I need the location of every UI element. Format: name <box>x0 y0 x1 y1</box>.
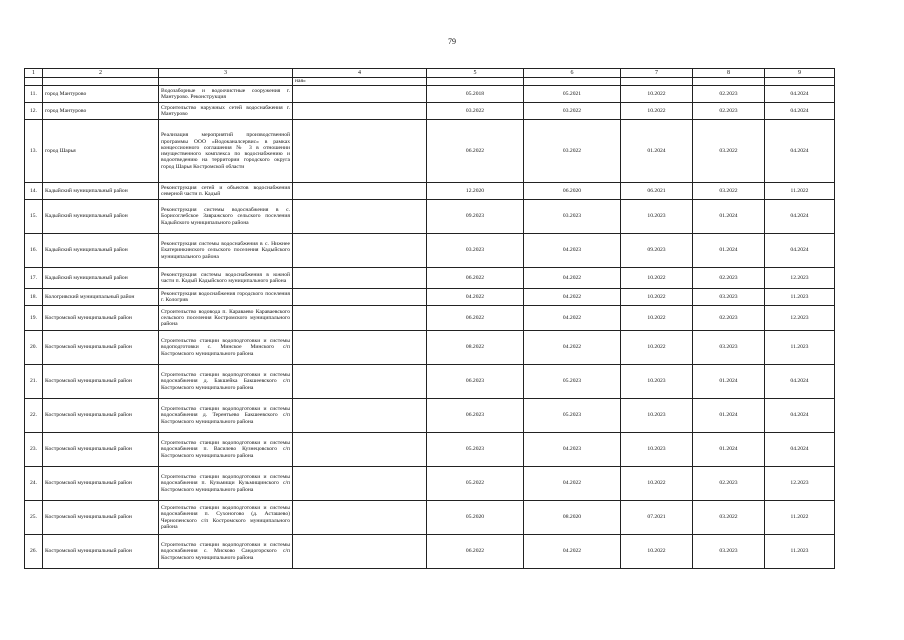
project-cell: Строительство наружных сетей водоснабжения г. Мантурово <box>159 103 293 120</box>
row-number: 14. <box>25 183 43 200</box>
col8-cell: 03.2023 <box>693 331 765 365</box>
col8-cell: 02.2023 <box>693 306 765 331</box>
cell <box>427 78 524 86</box>
municipality-cell: Костромской муниципальный район <box>43 331 159 365</box>
col6-cell: 04.2022 <box>524 289 621 306</box>
col4-cell <box>293 306 427 331</box>
col4-cell <box>293 200 427 234</box>
table-row <box>25 501 835 535</box>
project-cell: Строительство станции водоподготовки и системы водоснабжения п. Кузьмищи Кузьмищинского с/п Костромского муниципального района <box>159 467 293 501</box>
col7-cell: 10.2022 <box>621 86 693 103</box>
col-header: 5 <box>427 69 524 78</box>
col6-cell: 04.2022 <box>524 467 621 501</box>
row-number: 22. <box>25 399 43 433</box>
municipality-cell: Кадыйский муниципальный район <box>43 268 159 289</box>
col-header: 8 <box>693 69 765 78</box>
col7-cell: 09.2023 <box>621 234 693 268</box>
col7-cell: 10.2022 <box>621 331 693 365</box>
row-number: 17. <box>25 268 43 289</box>
col8-cell: 03.2022 <box>693 501 765 535</box>
table-row <box>25 535 835 569</box>
col-header: 7 <box>621 69 693 78</box>
col7-cell: 06.2021 <box>621 183 693 200</box>
col6-cell: 03.2023 <box>524 200 621 234</box>
col4-cell <box>293 103 427 120</box>
col6-cell: 08.2020 <box>524 501 621 535</box>
col6-cell: 03.2022 <box>524 103 621 120</box>
col5-cell: 08.2022 <box>427 331 524 365</box>
col7-cell: 10.2022 <box>621 289 693 306</box>
col4-cell <box>293 289 427 306</box>
col6-cell: 04.2023 <box>524 234 621 268</box>
project-cell: Строительство станции водоподготовки и системы водоснабжения д. Терентьево Бакшеевского с/п Костромского муниципального района <box>159 399 293 433</box>
col7-cell: 01.2024 <box>621 120 693 183</box>
col6-cell: 05.2023 <box>524 365 621 399</box>
col7-cell: 10.2022 <box>621 306 693 331</box>
municipality-cell: город Шарья <box>43 120 159 183</box>
cell: ная» <box>293 78 427 86</box>
cell <box>159 78 293 86</box>
municipality-cell: город Мантурово <box>43 103 159 120</box>
table-row <box>25 103 835 120</box>
col-header: 2 <box>43 69 159 78</box>
table-row <box>25 467 835 501</box>
project-cell: Реконструкция системы водоснабжения в с. Нижнее Екатеринкинского сельского поселения Кадыйского муниципального района <box>159 234 293 268</box>
col7-cell: 10.2023 <box>621 399 693 433</box>
table-row <box>25 399 835 433</box>
municipality-cell: город Мантурово <box>43 86 159 103</box>
row-number: 20. <box>25 331 43 365</box>
col-header: 6 <box>524 69 621 78</box>
col4-cell <box>293 268 427 289</box>
col9-cell: 11.2023 <box>765 331 835 365</box>
project-cell: Реконструкция водоснабжения городского поселения г. Кологрив <box>159 289 293 306</box>
municipality-cell: Кологривский муниципальный район <box>43 289 159 306</box>
col-header: 4 <box>293 69 427 78</box>
municipality-cell: Костромской муниципальный район <box>43 433 159 467</box>
col4-cell <box>293 234 427 268</box>
col6-cell: 05.2021 <box>524 86 621 103</box>
col-header: 1 <box>25 69 43 78</box>
row-number: 15. <box>25 200 43 234</box>
col9-cell: 12.2023 <box>765 306 835 331</box>
project-cell: Водозаборные и водоочистные сооружения г. Мантурово. Реконструкция <box>159 86 293 103</box>
municipality-cell: Кадыйский муниципальный район <box>43 234 159 268</box>
col7-cell: 10.2023 <box>621 200 693 234</box>
col7-cell: 10.2022 <box>621 268 693 289</box>
schedule-table <box>24 68 835 569</box>
col9-cell: 12.2023 <box>765 268 835 289</box>
col9-cell: 04.2024 <box>765 433 835 467</box>
col7-cell: 10.2023 <box>621 433 693 467</box>
col7-cell: 10.2023 <box>621 365 693 399</box>
col8-cell: 03.2023 <box>693 289 765 306</box>
col5-cell: 05.2018 <box>427 86 524 103</box>
col5-cell: 06.2022 <box>427 268 524 289</box>
col-header: 3 <box>159 69 293 78</box>
cell <box>621 78 693 86</box>
table-row <box>25 120 835 183</box>
col5-cell: 05.2023 <box>427 433 524 467</box>
col6-cell: 04.2022 <box>524 306 621 331</box>
row-number: 19. <box>25 306 43 331</box>
col6-cell: 06.2020 <box>524 183 621 200</box>
col5-cell: 06.2022 <box>427 120 524 183</box>
col4-cell <box>293 501 427 535</box>
municipality-cell: Костромской муниципальный район <box>43 467 159 501</box>
col6-cell: 03.2022 <box>524 120 621 183</box>
col7-cell: 10.2022 <box>621 103 693 120</box>
project-cell: Строительство станции водоподготовки и системы водоснабжения д. Бакшейка Бакшеевского с/п Костромского муниципального района <box>159 365 293 399</box>
col8-cell: 01.2024 <box>693 365 765 399</box>
row-number: 11. <box>25 86 43 103</box>
col9-cell: 04.2024 <box>765 234 835 268</box>
col9-cell: 04.2024 <box>765 120 835 183</box>
cell <box>693 78 765 86</box>
table-row <box>25 433 835 467</box>
row-number: 12. <box>25 103 43 120</box>
project-cell: Реконструкция системы водоснабжения в с. Борисоглебское Завражского сельского поселения Кадыйского муниципального района <box>159 200 293 234</box>
col9-cell: 12.2023 <box>765 467 835 501</box>
col9-cell: 11.2022 <box>765 501 835 535</box>
col5-cell: 05.2020 <box>427 501 524 535</box>
table-row <box>25 183 835 200</box>
row-number: 16. <box>25 234 43 268</box>
cell <box>765 78 835 86</box>
col5-cell: 06.2022 <box>427 306 524 331</box>
table-row <box>25 365 835 399</box>
municipality-cell: Костромской муниципальный район <box>43 535 159 569</box>
col5-cell: 04.2022 <box>427 289 524 306</box>
col4-cell <box>293 365 427 399</box>
col8-cell: 03.2022 <box>693 183 765 200</box>
col8-cell: 02.2023 <box>693 467 765 501</box>
col8-cell: 01.2024 <box>693 399 765 433</box>
row-number: 23. <box>25 433 43 467</box>
municipality-cell: Костромской муниципальный район <box>43 365 159 399</box>
col5-cell: 03.2023 <box>427 234 524 268</box>
project-cell: Реализация мероприятий производственной программы ООО «Водоканалсервис» в рамках концессионного соглашения № 3 в отношении имущественного комплекса по водоснабжению и водоотведению на территории городского округа город Шарья Костромской области <box>159 120 293 183</box>
project-cell: Строительство станции водоподготовки и системы водоснабжения с. Мисково Сандогорского с/п Костромского муниципального района <box>159 535 293 569</box>
col8-cell: 01.2024 <box>693 433 765 467</box>
table-row <box>25 306 835 331</box>
municipality-cell: Костромской муниципальный район <box>43 501 159 535</box>
cell <box>43 78 159 86</box>
col4-cell <box>293 433 427 467</box>
project-cell: Строительство станции водоподготовки и системы водоснабжения п. Василево Кузнецовского с/п Костромского муниципального района <box>159 433 293 467</box>
project-cell: Реконструкция системы водоснабжения в южной части п. Кадый Кадыйского муниципального района <box>159 268 293 289</box>
col5-cell: 05.2022 <box>427 467 524 501</box>
col8-cell: 03.2022 <box>693 120 765 183</box>
municipality-cell: Костромской муниципальный район <box>43 399 159 433</box>
row-number: 25. <box>25 501 43 535</box>
col9-cell: 11.2023 <box>765 535 835 569</box>
page-number: 79 <box>448 37 456 46</box>
table-row <box>25 200 835 234</box>
col5-cell: 06.2023 <box>427 399 524 433</box>
col5-cell: 06.2022 <box>427 535 524 569</box>
col8-cell: 01.2024 <box>693 234 765 268</box>
col9-cell: 04.2024 <box>765 86 835 103</box>
row-number: 26. <box>25 535 43 569</box>
col4-cell <box>293 399 427 433</box>
header-row <box>25 69 835 78</box>
col4-cell <box>293 183 427 200</box>
col9-cell: 11.2023 <box>765 289 835 306</box>
row-number: 18. <box>25 289 43 306</box>
col8-cell: 02.2023 <box>693 86 765 103</box>
col9-cell: 04.2024 <box>765 103 835 120</box>
col9-cell: 11.2022 <box>765 183 835 200</box>
col8-cell: 02.2023 <box>693 268 765 289</box>
row-number: 13. <box>25 120 43 183</box>
col6-cell: 04.2022 <box>524 535 621 569</box>
col7-cell: 07.2021 <box>621 501 693 535</box>
row-number: 24. <box>25 467 43 501</box>
col4-cell <box>293 331 427 365</box>
col8-cell: 01.2024 <box>693 200 765 234</box>
table-row <box>25 86 835 103</box>
col4-cell <box>293 467 427 501</box>
col5-cell: 12.2020 <box>427 183 524 200</box>
table-row <box>25 268 835 289</box>
col6-cell: 05.2023 <box>524 399 621 433</box>
col6-cell: 04.2022 <box>524 268 621 289</box>
row-number: 21. <box>25 365 43 399</box>
col8-cell: 03.2023 <box>693 535 765 569</box>
municipality-cell: Костромской муниципальный район <box>43 306 159 331</box>
col5-cell: 06.2023 <box>427 365 524 399</box>
project-cell: Строительство водовода п. Караваево Караваевского сельского поселения Костромского муниципального района <box>159 306 293 331</box>
municipality-cell: Кадыйский муниципальный район <box>43 183 159 200</box>
col7-cell: 10.2022 <box>621 467 693 501</box>
table-row <box>25 331 835 365</box>
col6-cell: 04.2022 <box>524 331 621 365</box>
col9-cell: 04.2024 <box>765 399 835 433</box>
municipality-cell: Кадыйский муниципальный район <box>43 200 159 234</box>
col5-cell: 09.2023 <box>427 200 524 234</box>
col4-cell <box>293 120 427 183</box>
col4-cell <box>293 535 427 569</box>
project-cell: Строительство станции водоподготовки и системы водоподготовки с. Минское Минского с/п Костромского муниципального района <box>159 331 293 365</box>
cell <box>524 78 621 86</box>
table-row <box>25 234 835 268</box>
project-cell: Реконструкция сетей и объектов водоснабжения северной части п. Кадый <box>159 183 293 200</box>
col9-cell: 04.2024 <box>765 365 835 399</box>
continuation-row <box>25 78 835 86</box>
col5-cell: 03.2022 <box>427 103 524 120</box>
col7-cell: 10.2022 <box>621 535 693 569</box>
col4-cell <box>293 86 427 103</box>
table-row <box>25 289 835 306</box>
project-cell: Строительство станции водоподготовки и системы водоснабжения п. Сухоногово (д. Асташево) Чернопенского с/п Костромского муниципального района <box>159 501 293 535</box>
col6-cell: 04.2023 <box>524 433 621 467</box>
cell <box>25 78 43 86</box>
col9-cell: 04.2024 <box>765 200 835 234</box>
col8-cell: 02.2023 <box>693 103 765 120</box>
col-header: 9 <box>765 69 835 78</box>
